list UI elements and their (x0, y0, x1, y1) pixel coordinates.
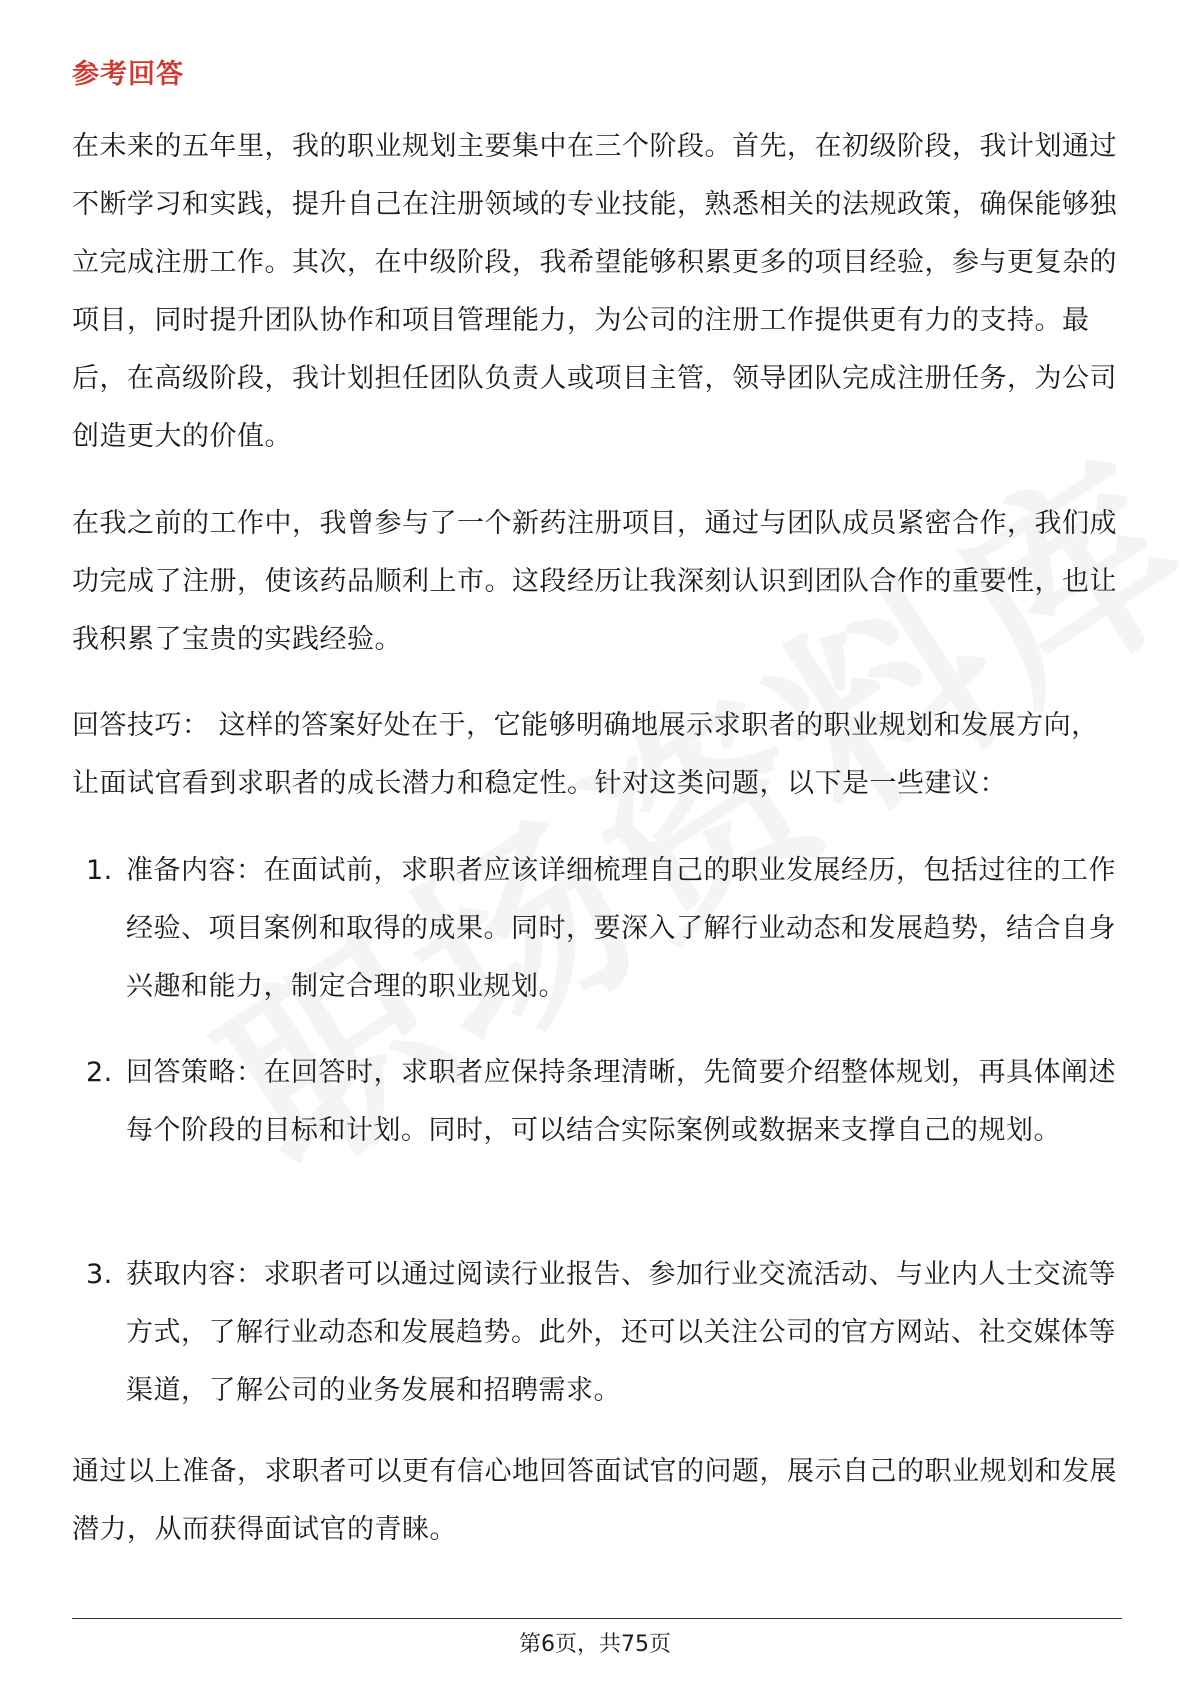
tip-number: 2. (86, 1057, 113, 1088)
tip-list-item (72, 842, 1122, 1016)
conclusion-paragraph: 通过以上准备，求职者可以更有信心地回答面试官的问题，展示自己的职业规划和发展潜力，从而获得面试官的青睐。 (72, 1456, 1117, 1545)
page-number: 第6页，共75页 (519, 1632, 671, 1657)
tip-list-item (72, 1246, 1122, 1420)
tip-number: 1. (86, 855, 113, 886)
answer-paragraph-1: 在未来的五年里，我的职业规划主要集中在三个阶段。首先，在初级阶段，我计划通过不断学习和实践，提升自己在注册领域的专业技能，熟悉相关的法规政策，确保能够独立完成注册工作。其次，在中级阶段，我希望能够积累更多的项目经验，参与更复杂的项目，同时提升团队协作和项目管理能力，为公司的注册工作提供更有力的支持。最后，在高级阶段，我计划担任团队负责人或项目主管，领导团队完成注册任务，为公司创造更大的价值。 (72, 131, 1117, 452)
answer-paragraph-2: 在我之前的工作中，我曾参与了一个新药注册项目，通过与团队成员紧密合作，我们成功完成了注册，使该药品顺利上市。这段经历让我深刻认识到团队合作的重要性，也让我积累了宝贵的实践经验。 (72, 508, 1117, 655)
tip-list-item (72, 1044, 1122, 1160)
tip-text: 准备内容：在面试前，求职者应该详细梳理自己的职业发展经历，包括过往的工作经验、项目案例和取得的成果。同时，要深入了解行业动态和发展趋势，结合自身兴趣和能力，制定合理的职业规划。 (126, 855, 1116, 1002)
tip-text: 回答策略：在回答时，求职者应保持条理清晰，先简要介绍整体规划，再具体阐述每个阶段的目标和计划。同时，可以结合实际案例或数据来支撑自己的规划。 (126, 1057, 1116, 1146)
footer-divider (72, 1618, 1122, 1619)
tip-text: 获取内容：求职者可以通过阅读行业报告、参加行业交流活动、与业内人士交流等方式，了解行业动态和发展趋势。此外，还可以关注公司的官方网站、社交媒体等渠道，了解公司的业务发展和招聘需求。 (126, 1259, 1116, 1406)
tips-intro-paragraph: 回答技巧： 这样的答案好处在于，它能够明确地展示求职者的职业规划和发展方向，让面试官看到求职者的成长潜力和稳定性。针对这类问题，以下是一些建议： (72, 710, 1099, 799)
tip-number: 3. (86, 1259, 113, 1290)
section-heading: 参考回答 (72, 59, 184, 90)
